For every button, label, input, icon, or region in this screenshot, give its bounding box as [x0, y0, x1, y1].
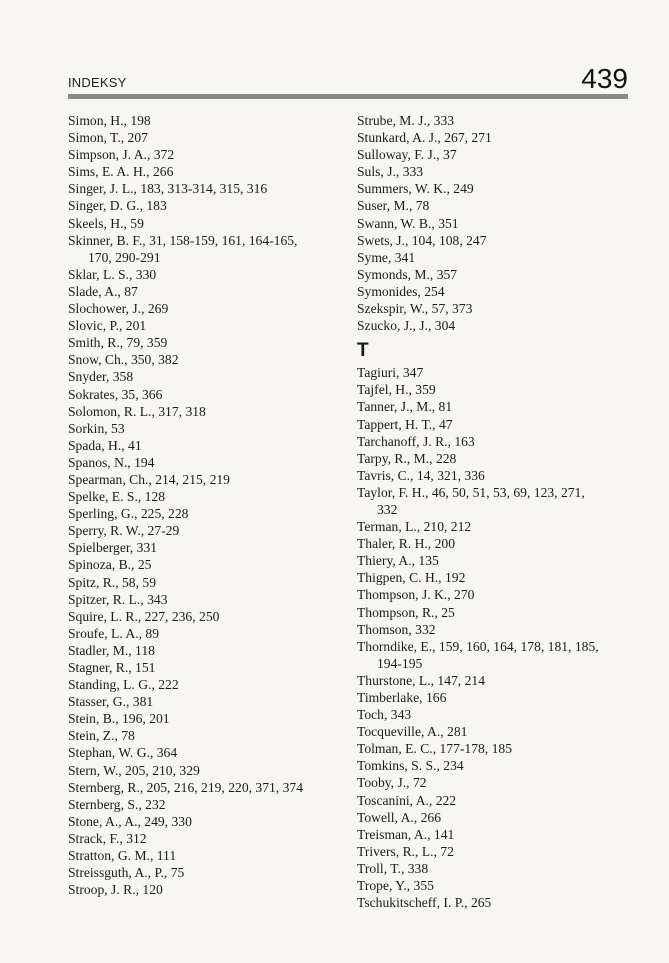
index-entry: Tarpy, R., M., 228 [357, 450, 457, 466]
index-entry: Thaler, R. H., 200 [357, 536, 455, 552]
index-entry: Standing, L. G., 222 [68, 677, 179, 693]
index-entry: Simon, H., 198 [68, 113, 151, 128]
index-entry: Tappert, H. T., 47 [357, 416, 453, 432]
index-entry: Trivers, R., L., 72 [357, 843, 454, 859]
index-entry: Thompson, R., 25 [357, 604, 455, 620]
page-number: 439 [581, 63, 628, 94]
index-entry: Stone, A., A., 249, 330 [68, 813, 192, 829]
index-entry: Tocqueville, A., 281 [357, 724, 468, 740]
index-entry: Slade, A., 87 [68, 283, 138, 299]
index-entry: Tooby, J., 72 [357, 775, 427, 791]
index-entry: Sklar, L. S., 330 [68, 266, 157, 282]
index-entry: Sperry, R. W., 27-29 [68, 523, 180, 539]
index-entry: Squire, L. R., 227, 236, 250 [68, 608, 220, 624]
index-entry: Suls, J., 333 [357, 164, 424, 180]
index-entry: Strube, M. J., 333 [357, 113, 455, 128]
index-entry: Timberlake, 166 [357, 690, 447, 705]
index-entry: Stern, W., 205, 210, 329 [68, 762, 200, 778]
index-entry: Snyder, 358 [68, 369, 134, 385]
index-entry: Stein, Z., 78 [68, 728, 135, 744]
index-entry: Streissguth, A., P., 75 [68, 865, 185, 881]
index-entry: Toch, 343 [357, 707, 412, 723]
index-entry: Tanner, J., M., 81 [357, 399, 453, 415]
index-entry: Suser, M., 78 [357, 198, 430, 214]
index-entry: Towell, A., 266 [357, 809, 442, 825]
index-entry: Swets, J., 104, 108, 247 [357, 232, 487, 248]
index-entry: Syme, 341 [357, 249, 416, 265]
index-entry: Summers, W. K., 249 [357, 181, 474, 197]
index-entry: Slovic, P., 201 [68, 318, 147, 334]
index-entry: Szucko, J., J., 304 [357, 318, 456, 334]
index-entry: Taylor, F. H., 46, 50, 51, 53, 69, 123, 271, 332 [357, 484, 585, 517]
index-entry: Sternberg, S., 232 [68, 796, 166, 812]
index-entry: Singer, D. G., 183 [68, 198, 167, 214]
index-entry: Troll, T., 338 [357, 860, 429, 876]
index-entry: Tarchanoff, J. R., 163 [357, 433, 475, 449]
letter-heading: T [357, 340, 369, 362]
index-entry: Sternberg, R., 205, 216, 219, 220, 371, 374 [68, 779, 303, 795]
index-entry: Swann, W. B., 351 [357, 215, 459, 231]
index-entry: Thorndike, E., 159, 160, 164, 178, 181, 185, 194-195 [357, 638, 599, 671]
index-entry: Skinner, B. F., 31, 158-159, 161, 164-165, 170, 290-291 [68, 232, 298, 265]
index-entry: Sroufe, L. A., 89 [68, 625, 159, 641]
index-entry: Treisman, A., 141 [357, 826, 455, 842]
index-entry: Spearman, Ch., 214, 215, 219 [68, 471, 230, 487]
index-entry: Thurstone, L., 147, 214 [357, 672, 485, 688]
index-entry: Stratton, G. M., 111 [68, 848, 177, 864]
index-entry: Sperling, G., 225, 228 [68, 506, 189, 522]
index-entry: Skeels, H., 59 [68, 215, 144, 231]
index-entry: Slochower, J., 269 [68, 301, 169, 317]
index-entry: Tolman, E. C., 177-178, 185 [357, 741, 512, 757]
index-entry: Singer, J. L., 183, 313-314, 315, 316 [68, 181, 268, 197]
index-entry: Sokrates, 35, 366 [68, 386, 163, 402]
index-entry: Stephan, W. G., 364 [68, 745, 178, 761]
index-entry: Trope, Y., 355 [357, 878, 434, 894]
index-entries-s [357, 112, 607, 334]
index-entry: Simpson, J. A., 372 [68, 147, 175, 163]
index-entry: Stagner, R., 151 [68, 660, 156, 675]
index-entry: Thompson, J. K., 270 [357, 587, 475, 603]
index-entry: Strack, F., 312 [68, 830, 147, 846]
index-entry: Tomkins, S. S., 234 [357, 758, 464, 774]
index-entry: Symonds, M., 357 [357, 266, 458, 282]
index-entry: Snow, Ch., 350, 382 [68, 352, 179, 368]
index-entry: Spelke, E. S., 128 [68, 489, 166, 505]
index-entry: Thomson, 332 [357, 621, 436, 637]
index-entry: Tagiuri, 347 [357, 365, 424, 381]
index-entry: Tschukitscheff, I. P., 265 [357, 895, 492, 911]
index-entries-t [357, 364, 607, 911]
index-entry: Symonides, 254 [357, 283, 445, 299]
page-header [68, 62, 628, 96]
index-entry: Simon, T., 207 [68, 130, 148, 146]
index-entry: Spielberger, 331 [68, 540, 158, 556]
index-entry: Stroop, J. R., 120 [68, 882, 163, 898]
index-entry: Stunkard, A. J., 267, 271 [357, 130, 492, 146]
index-entry: Solomon, R. L., 317, 318 [68, 403, 206, 419]
index-entry: Stadler, M., 118 [68, 642, 155, 658]
index-entry: Terman, L., 210, 212 [357, 519, 472, 535]
index-entry: Szekspir, W., 57, 373 [357, 301, 473, 317]
index-entry: Tajfel, H., 359 [357, 382, 436, 398]
index-entry: Stasser, G., 381 [68, 694, 154, 710]
index-column-left [68, 112, 318, 898]
index-entry: Toscanini, A., 222 [357, 792, 457, 808]
index-entry: Sorkin, 53 [68, 420, 125, 436]
index-entry: Spada, H., 41 [68, 437, 142, 453]
index-entry: Spinoza, B., 25 [68, 557, 152, 573]
index-entry: Spanos, N., 194 [68, 454, 155, 470]
index-entry: Stein, B., 196, 201 [68, 711, 170, 727]
index-entry: Thiery, A., 135 [357, 553, 439, 569]
index-entry: Tavris, C., 14, 321, 336 [357, 467, 485, 483]
index-entry: Spitzer, R. L., 343 [68, 591, 168, 607]
running-head: INDEKSY [68, 75, 127, 90]
index-entry: Smith, R., 79, 359 [68, 335, 168, 351]
index-column-right [357, 112, 607, 911]
index-entry: Sims, E. A. H., 266 [68, 164, 174, 180]
index-entry: Sulloway, F. J., 37 [357, 147, 457, 163]
index-entry: Thigpen, C. H., 192 [357, 570, 466, 586]
header-rule [68, 94, 628, 99]
index-entry: Spitz, R., 58, 59 [68, 574, 156, 590]
